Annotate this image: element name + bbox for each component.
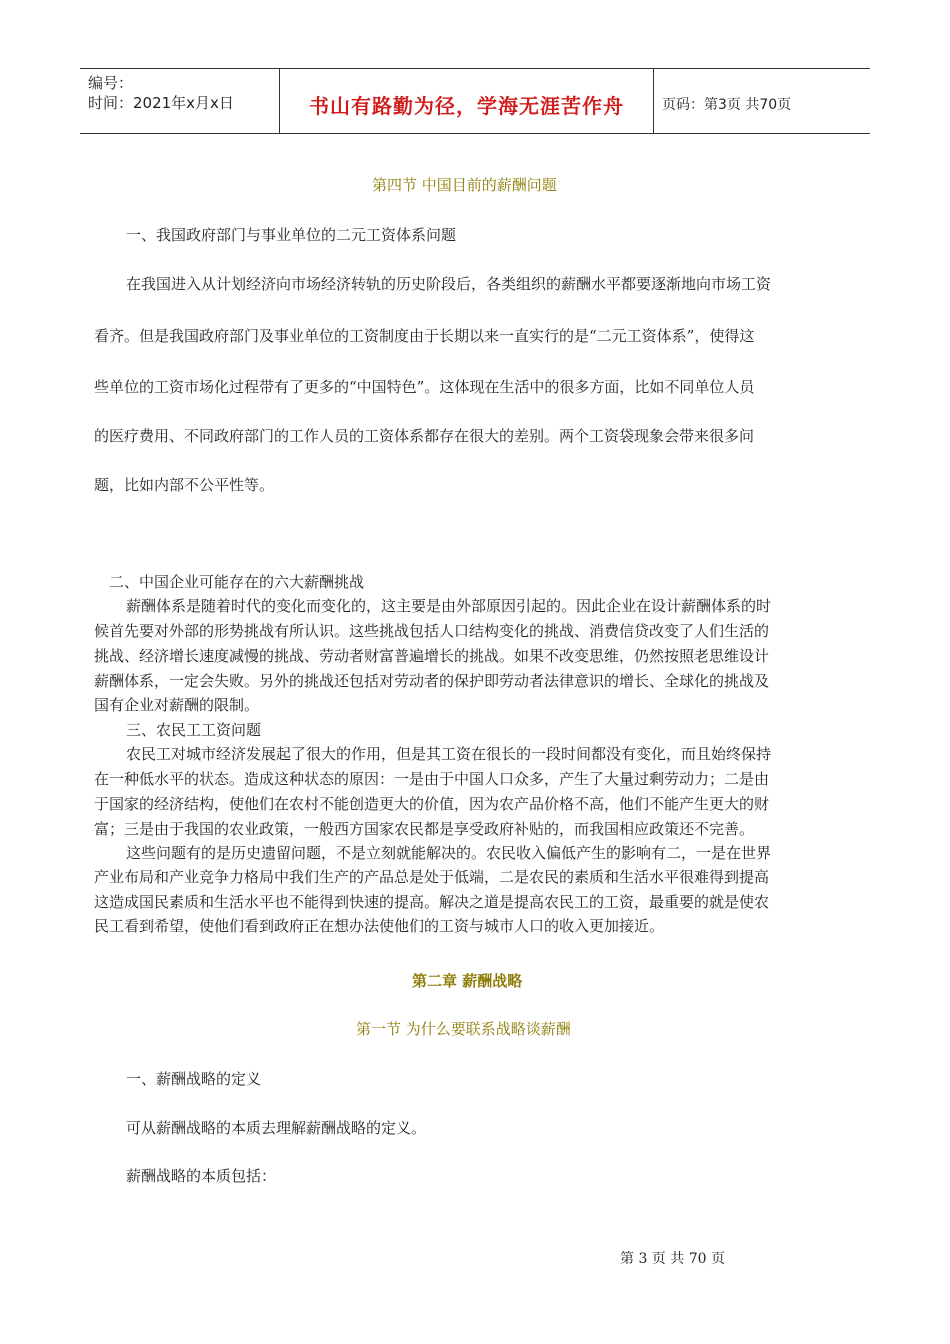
header-motto: 书山有路勤为径，学海无涯苦作舟 [280, 69, 654, 133]
paragraph-line: 些单位的工资市场化过程带有了更多的“中国特色”。这体现在生活中的很多方面，比如不同单位人员 [94, 378, 755, 396]
header-info [80, 69, 280, 133]
paragraph-line: 的医疗费用、不同政府部门的工作人员的工资体系都存在很大的差别。两个工资袋现象会带来很多问 [94, 427, 755, 445]
subsection-heading: 一、薪酬战略的定义 [126, 1070, 262, 1088]
paragraph-line: 看齐。但是我国政府部门及事业单位的工资制度由于长期以来一直实行的是“二元工资体系”，使得这 [94, 327, 755, 345]
paragraph-line: 富；三是由于我国的农业政策，一般西方国家农民都是享受政府补贴的，而我国相应政策还不完善。 [94, 820, 755, 838]
time-label: 时间：2021年x月x日 [88, 94, 234, 112]
section1-heading: 一、我国政府部门与事业单位的二元工资体系问题 [126, 226, 457, 244]
paragraph-line: 题，比如内部不公平性等。 [94, 476, 275, 494]
paragraph-line: 可从薪酬战略的本质去理解薪酬战略的定义。 [126, 1119, 427, 1137]
paragraph-line: 民工看到希望，使他们看到政府正在想办法使他们的工资与城市人口的收入更加接近。 [94, 917, 665, 935]
paragraph-line: 薪酬体系，一定会失败。另外的挑战还包括对劳动者的保护即劳动者法律意识的增长、全球化的挑战及 [94, 672, 770, 690]
paragraph-line: 挑战、经济增长速度减慢的挑战、劳动者财富普遍增长的挑战。如果不改变思维，仍然按照老思维设计 [94, 647, 770, 665]
section-title: 第一节 为什么要联系战略谈薪酬 [356, 1020, 571, 1038]
paragraph-line: 薪酬体系是随着时代的变化而变化的，这主要是由外部原因引起的。因此企业在设计薪酬体系的时 [126, 597, 772, 615]
paragraph-line: 国有企业对薪酬的限制。 [94, 696, 260, 714]
header-page-label: 页码：第3页 共70页 [662, 97, 792, 113]
paragraph-line: 薪酬战略的本质包括： [126, 1167, 277, 1185]
section2-heading: 二、中国企业可能存在的六大薪酬挑战 [109, 573, 365, 591]
page-header [80, 68, 870, 134]
paragraph-line: 于国家的经济结构，使他们在农村不能创造更大的价值，因为农产品价格不高，他们不能产生更大的财 [94, 795, 770, 813]
page-footer: 第 3 页 共 70 页 [620, 1251, 725, 1267]
section3-heading: 三、农民工工资问题 [126, 721, 262, 739]
paragraph-line: 这造成国民素质和生活水平也不能得到快速的提高。解决之道是提高农民工的工资，最重要的就是使农 [94, 893, 770, 911]
chapter-title: 第二章 薪酬战略 [412, 972, 523, 990]
paragraph-line: 在一种低水平的状态。造成这种状态的原因：一是由于中国人口众多，产生了大量过剩劳动力；二是由 [94, 770, 770, 788]
paragraph-line: 农民工对城市经济发展起了很大的作用，但是其工资在很长的一段时间都没有变化，而且始终保持 [126, 745, 772, 763]
paragraph-line: 产业布局和产业竞争力格局中我们生产的产品总是处于低端，二是农民的素质和生活水平很难得到提高 [94, 868, 770, 886]
paragraph-line: 这些问题有的是历史遗留问题，不是立刻就能解决的。农民收入偏低产生的影响有二，一是在世界 [126, 844, 772, 862]
paragraph-line: 在我国进入从计划经济向市场经济转轨的历史阶段后，各类组织的薪酬水平都要逐渐地向市场工资 [126, 275, 772, 293]
section-title: 第四节 中国目前的薪酬问题 [372, 176, 557, 194]
number-label: 编号： [88, 74, 134, 92]
paragraph-line: 候首先要对外部的形势挑战有所认识。这些挑战包括人口结构变化的挑战、消费信贷改变了人们生活的 [94, 622, 770, 640]
